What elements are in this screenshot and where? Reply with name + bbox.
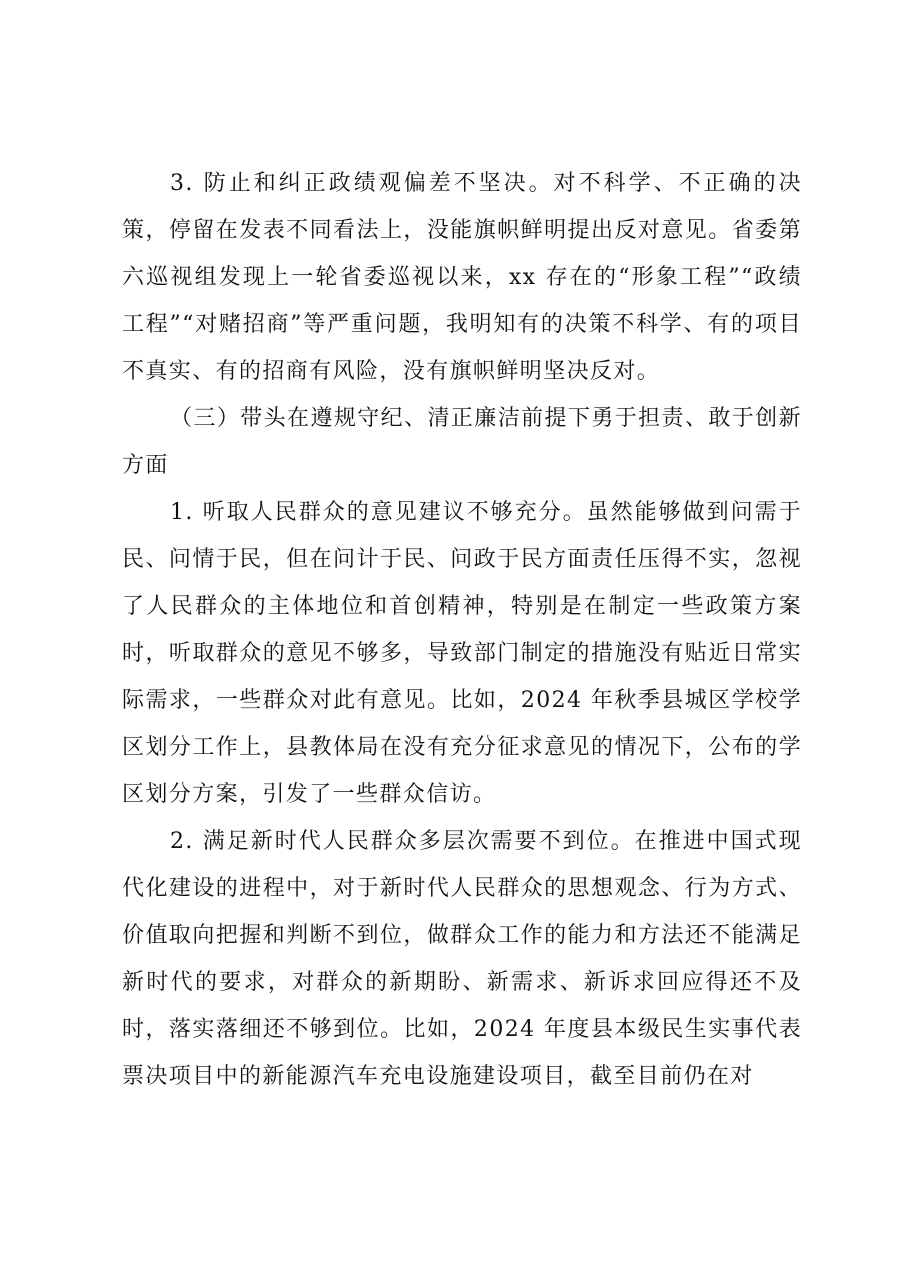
- paragraph-item-1: 1. 听取人民群众的意见建议不够充分。虽然能够做到问需于民、问情于民，但在问计于民、问政于民方面责任压得不实，忽视了人民群众的主体地位和首创精神，特别是在制定一些政策方案时，听取群众的意见不够多，导致部门制定的措施没有贴近日常实际需求，一些群众对此有意见。比如，2024 年秋季县城区学校学区划分工作上，县教体局在没有充分征求意见的情况下，公布的学区划分方案，引发了一些群众信访。: [122, 500, 802, 807]
- paragraph-item-3: 3. 防止和纠正政绩观偏差不坚决。对不科学、不正确的决策，停留在发表不同看法上，没能旗帜鲜明提出反对意见。省委第六巡视组发现上一轮省委巡视以来，xx 存在的“形象工程”“政绩工程”“对赌招商”等严重问题，我明知有的决策不科学、有的项目不真实、有的招商有风险，没有旗帜鲜明坚决反对。: [122, 171, 802, 384]
- paragraph-item-2: 2. 满足新时代人民群众多层次需要不到位。在推进中国式现代化建设的进程中，对于新时代人民群众的思想观念、行为方式、价值取向把握和判断不到位，做群众工作的能力和方法还不能满足新时代的要求，对群众的新期盼、新需求、新诉求回应得还不及时，落实落细还不够到位。比如，2024 年度县本级民生实事代表票决项目中的新能源汽车充电设施建设项目，截至目前仍在对: [122, 829, 802, 1089]
- document-page: [122, 160, 802, 1100]
- section-heading-three: （三）带头在遵规守纪、清正廉洁前提下勇于担责、敢于创新方面: [122, 406, 802, 478]
